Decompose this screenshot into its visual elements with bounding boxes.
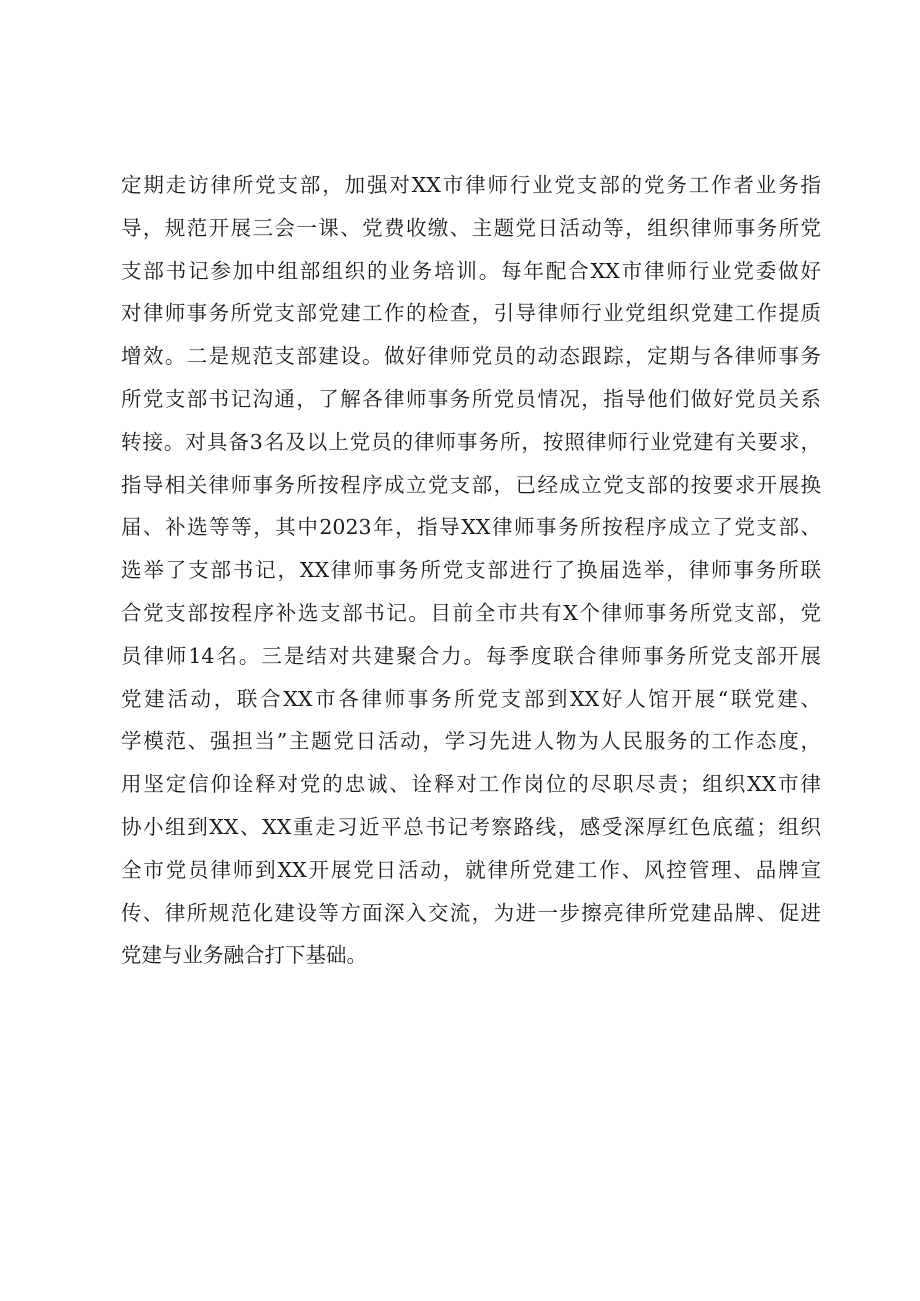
paragraph-line: 传、律所规范化建设等方面深入交流，为进一步擦亮律所党建品牌、促进	[121, 900, 821, 925]
paragraph-line: 全市党员律师到XX开展党日活动，就律所党建工作、风控管理、品牌宣	[121, 857, 821, 882]
paragraph-line: 协小组到XX、XX重走习近平总书记考察路线，感受深厚红色底蕴；组织	[121, 814, 821, 839]
body-paragraph	[121, 164, 821, 977]
paragraph-line: 学模范、强担当”主题党日活动，学习先进人物为人民服务的工作态度，	[121, 729, 821, 754]
paragraph-line: 转接。对具备3名及以上党员的律师事务所，按照律师行业党建有关要求，	[121, 429, 821, 454]
paragraph-line: 选举了支部书记，XX律师事务所党支部进行了换届选举，律师事务所联	[121, 558, 821, 583]
paragraph-line: 增效。二是规范支部建设。做好律师党员的动态跟踪，定期与各律师事务	[121, 344, 821, 369]
paragraph-line: 届、补选等等，其中2023年，指导XX律师事务所按程序成立了党支部、	[121, 515, 821, 540]
paragraph-line: 导，规范开展三会一课、党费收缴、主题党日活动等，组织律师事务所党	[121, 215, 821, 240]
paragraph-line: 指导相关律师事务所按程序成立党支部，已经成立党支部的按要求开展换	[121, 472, 821, 497]
paragraph-line: 所党支部书记沟通，了解各律师事务所党员情况，指导他们做好党员关系	[121, 386, 821, 411]
paragraph-line: 员律师14名。三是结对共建聚合力。每季度联合律师事务所党支部开展	[121, 643, 821, 668]
paragraph-line: 用坚定信仰诠释对党的忠诚、诠释对工作岗位的尽职尽责；组织XX市律	[121, 772, 821, 797]
paragraph-line: 党建活动，联合XX市各律师事务所党支部到XX好人馆开展“联党建、	[121, 686, 821, 711]
paragraph-line: 合党支部按程序补选支部书记。目前全市共有X个律师事务所党支部，党	[121, 600, 821, 625]
paragraph-line: 对律师事务所党支部党建工作的检查，引导律师行业党组织党建工作提质	[121, 301, 821, 326]
paragraph-line: 定期走访律所党支部，加强对XX市律师行业党支部的党务工作者业务指	[121, 173, 821, 197]
paragraph-line: 支部书记参加中组部组织的业务培训。每年配合XX市律师行业党委做好	[121, 258, 821, 283]
paragraph-line: 党建与业务融合打下基础。	[121, 943, 367, 968]
